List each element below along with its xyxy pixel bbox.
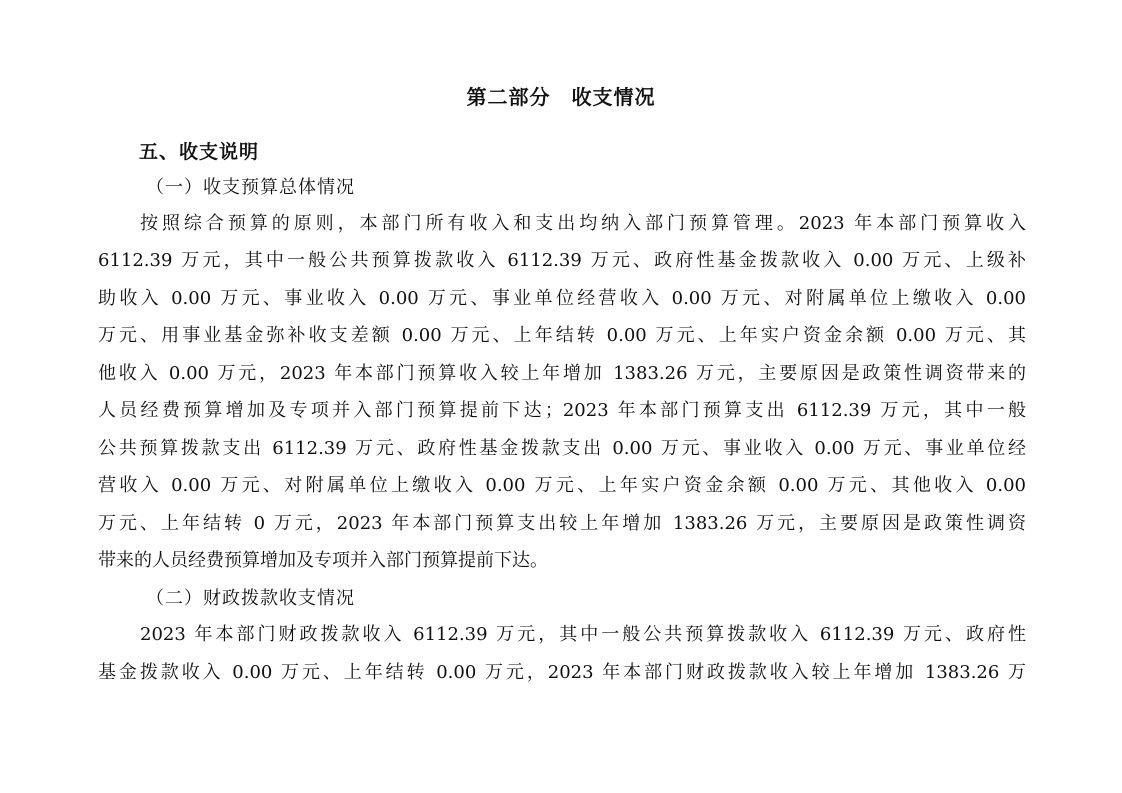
- paragraph-line: 营收入 0.00 万元、对附属单位上缴收入 0.00 万元、上年实户资金余额 0.00 万元、其他收入 0.00: [98, 475, 1026, 496]
- paragraph-line: 公共预算拨款支出 6112.39 万元、政府性基金拨款支出 0.00 万元、事业收入 0.00 万元、事业单位经: [98, 438, 1026, 459]
- paragraph-line: 带来的人员经费预算增加及专项并入部门预算提前下达。: [98, 550, 548, 571]
- part-title: 第二部分 收支情况: [466, 85, 656, 109]
- subsection-heading-1: （一）收支预算总体情况: [146, 177, 355, 198]
- paragraph-line: 人员经费预算增加及专项并入部门预算提前下达；2023 年本部门预算支出 6112.39 万元，其中一般: [98, 400, 1026, 421]
- paragraph-line: 2023 年本部门财政拨款收入 6112.39 万元，其中一般公共预算拨款收入 6112.39 万元、政府性: [140, 624, 1026, 645]
- paragraph-line: 按照综合预算的原则，本部门所有收入和支出均纳入部门预算管理。2023 年本部门预算收入: [140, 213, 1026, 234]
- section-heading: 五、收支说明: [139, 141, 260, 163]
- paragraph-line: 基金拨款收入 0.00 万元、上年结转 0.00 万元，2023 年本部门财政拨款收入较上年增加 1383.26 万: [98, 662, 1026, 683]
- paragraph-line: 万元、上年结转 0 万元，2023 年本部门预算支出较上年增加 1383.26 万元，主要原因是政策性调资: [98, 513, 1026, 534]
- subsection-heading-2: （二）财政拨款收支情况: [146, 588, 355, 609]
- paragraph-line: 6112.39 万元，其中一般公共预算拨款收入 6112.39 万元、政府性基金拨款收入 0.00 万元、上级补: [98, 250, 1026, 271]
- paragraph-line: 万元、用事业基金弥补收支差额 0.00 万元、上年结转 0.00 万元、上年实户资金余额 0.00 万元、其: [98, 325, 1026, 346]
- paragraph-line: 助收入 0.00 万元、事业收入 0.00 万元、事业单位经营收入 0.00 万元、对附属单位上缴收入 0.00: [98, 288, 1026, 309]
- paragraph-line: 他收入 0.00 万元，2023 年本部门预算收入较上年增加 1383.26 万元，主要原因是政策性调资带来的: [98, 363, 1026, 384]
